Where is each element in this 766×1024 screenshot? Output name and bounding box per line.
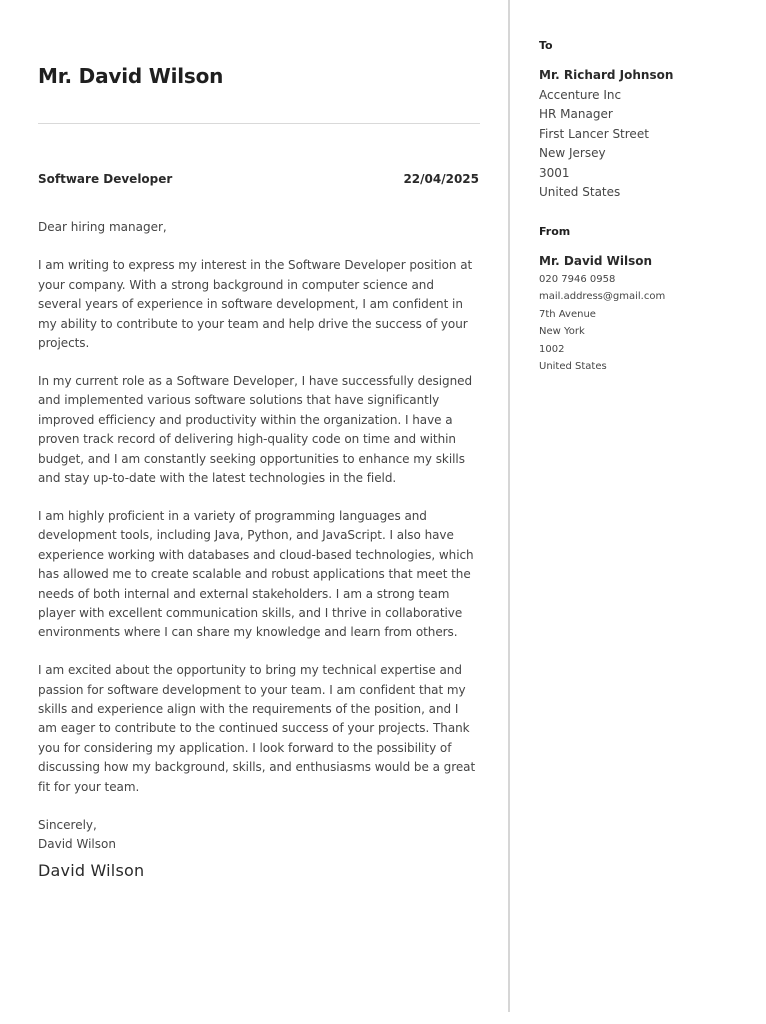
to-heading: To (539, 39, 553, 52)
header-divider (38, 123, 480, 124)
letter-paragraph-1: I am writing to express my interest in the Software Developer position at your company. With a strong background in computer science and several years of experience in software development, I am confident in my ability to contribute to your team and help drive the success of your projects. (38, 258, 473, 351)
sender-address (539, 252, 754, 376)
recipient-name: Mr. Richard Johnson (539, 68, 674, 82)
recipient-zip: 3001 (539, 165, 570, 180)
sender-side-name: Mr. David Wilson (539, 253, 653, 268)
letter-body (38, 218, 480, 880)
sender-city: New York (539, 326, 585, 337)
sidebar (539, 38, 754, 376)
sender-street: 7th Avenue (539, 308, 596, 320)
from-heading: From (539, 224, 571, 238)
sender-phone: 020 7946 0958 (539, 273, 616, 285)
column-divider (508, 0, 510, 1012)
recipient-country: United States (539, 185, 621, 199)
letter-closing: Sincerely, (38, 817, 97, 832)
sender-zip: 1002 (539, 343, 565, 355)
sender-country: United States (539, 361, 607, 372)
letter-paragraph-4: I am excited about the opportunity to bring my technical expertise and passion for software development to your team. I am confident that my skills and experience align with the requirements of the position, and I am eager to contribute to the continued success of your projects. Thank you for considering my application. I look forward to the possibility of discussing how my background, skills, and enthusiasms would be a great fit for your team. (38, 663, 476, 794)
recipient-state: New Jersey (539, 146, 606, 160)
recipient-street: First Lancer Street (539, 126, 649, 141)
letter-greeting: Dear hiring manager, (38, 220, 167, 234)
signature: David Wilson (38, 861, 145, 881)
recipient-company: Accenture Inc (539, 87, 622, 102)
letter-paragraph-3: I am highly proficient in a variety of programming languages and development tools, including Java, Python, and JavaScript. I also have experience working with databases and cloud-based technologies, which has allowed me to create scalable and robust applications that meet the needs of both internal and external stakeholders. I am a strong team player with excellent communication skills, and I thrive in collaborative environments where I can share my knowledge and learn from others. (38, 508, 474, 640)
sender-email: mail.address@gmail.com (539, 291, 666, 302)
letter-date: 22/04/2025 (403, 172, 479, 186)
letter-closing-name: David Wilson (38, 836, 116, 851)
recipient-address (539, 66, 754, 203)
sender-name-heading: Mr. David Wilson (38, 64, 224, 88)
recipient-role: HR Manager (539, 107, 613, 121)
job-title: Software Developer (38, 172, 173, 186)
letter-paragraph-2: In my current role as a Software Developer, I have successfully designed and implemented various software solutions that have significantly improved efficiency and productivity within the organization. I have a proven track record of delivering high-quality code on time and within budget, and I am constantly seeking opportunities to enhance my skills and stay up-to-date with the latest technologies in the field. (38, 373, 473, 485)
